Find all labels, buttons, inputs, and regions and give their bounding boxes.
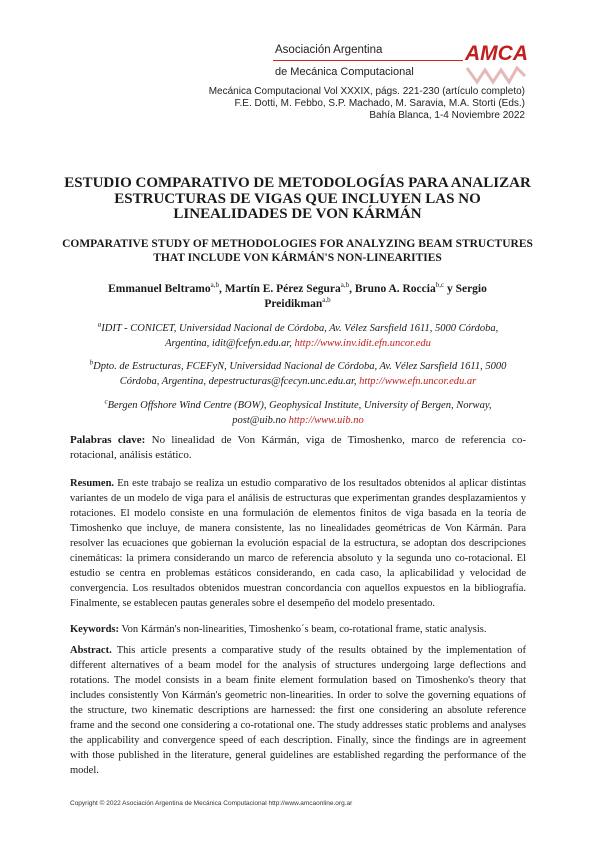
abstract-english (70, 643, 526, 778)
org-name-line1: Asociación Argentina (275, 44, 383, 56)
affiliation-text: Bergen Offshore Wind Centre (BOW), Geophysical Institute, University of Bergen, Norway, post@uib.no (107, 400, 492, 426)
citation-line-1: Mecánica Computacional Vol XXXIX, págs. 221-230 (artículo completo) (208, 86, 525, 97)
abstract-spanish (70, 476, 526, 611)
keywords-text: No linealidad de Von Kármán, viga de Timoshenko, marco de referencia co-rotacional, análisis estático. (70, 434, 526, 461)
affiliation-text: IDIT - CONICET, Universidad Nacional de Córdoba, Av. Vélez Sarsfield 1611, 5000 Córdoba, Argentina, idit@fcefyn.edu.ar, (101, 323, 499, 349)
affiliation-mark: a (97, 320, 102, 329)
author-name: Emmanuel Beltramo (108, 283, 211, 295)
keywords-english (70, 622, 526, 637)
affiliation-text: Dpto. de Estructuras, FCEFyN, Universidad Nacional de Córdoba, Av. Vélez Sarsfield 1611, 5000 Córdoba, Argentina, depestructuras@fcecyn.unc.edu.ar, (93, 361, 507, 387)
affiliation-c (78, 399, 518, 428)
author-list (90, 282, 505, 312)
keywords-label: Palabras clave: (70, 434, 146, 446)
author-name: Sergio Preidikman (264, 283, 487, 310)
header-rule (273, 60, 463, 61)
affiliation-b (78, 360, 518, 389)
keywords-text: Von Kármán's non-linearities, Timoshenko´s beam, co-rotational frame, static analysis. (121, 624, 487, 635)
citation-line-3: Bahía Blanca, 1-4 Noviembre 2022 (369, 110, 525, 121)
affiliation-link[interactable]: http://www.inv.idit.efn.uncor.edu (294, 337, 431, 349)
affiliation-mark: c (104, 397, 108, 406)
abstract-text: This article presents a comparative study of the results obtained by the implementation of different alternatives of a beam model for the analysis of structures undergoing large deflections and rotations. The model consists in a beam finite element formulation based on Timoshenko's theory that includes consistently Von Kármán's geometric non-linearities. In order to solve the governing equations of the structure, two kinematic descriptions are harnessed: the first one considering an absolute reference frame and the second one considering a co-rotational one. The study addresses static problems and analyses the applicability and convergence speed of each description. Finally, since the findings are in agreement with those published in the literature, general guidelines are established regarding the performance of the model. (70, 645, 526, 776)
abstract-label: Abstract. (70, 645, 112, 656)
citation-line-2: F.E. Dotti, M. Febbo, S.P. Machado, M. Saravia, M.A. Storti (Eds.) (234, 98, 525, 109)
author-name: Martín E. Pérez Segura (224, 283, 341, 295)
abstract-text: En este trabajo se realiza un estudio comparativo de los resultados obtenidos al aplicar distintas variantes de un modelo de viga para el análisis de estructuras que experimentan grandes desplazamientos y rotaciones. El modelo consiste en una formulación de elementos finitos de viga basada en la teoría de Timoshenko que incluye, de manera consistente, las no linealidades geométricas de Von Kármán. Para resolver las ecuaciones que gobiernan la evolución espacial de la estructura, se adoptan dos descripciones cinemáticas: la primera considerando un marco de referencia absoluto y la segunda uno co-rotacional. El estudio se centra en problemas estáticos considerando, en cada caso, la aplicabilidad y velocidad de convergencia. Los resultados obtenidos muestran concordancia con aquellos expuestos en la bibliografía. Finalmente, se establecen pautas generales sobre el desempeño del modelo presentado. (70, 478, 527, 609)
abstract-label: Resumen. (70, 478, 115, 489)
paper-title-english: COMPARATIVE STUDY OF METHODOLOGIES FOR ANALYZING BEAM STRUCTURES THAT INCLUDE VON KÁRMÁN'S NON-LINEARITIES (62, 238, 533, 264)
keywords-label: Keywords: (70, 624, 119, 635)
amca-logo (463, 40, 533, 86)
keywords-spanish (70, 433, 526, 463)
org-name-line2: de Mecánica Computacional (275, 66, 414, 78)
affiliation-a (78, 322, 518, 351)
author-separator: y (444, 283, 456, 295)
author-separator: , (349, 283, 355, 295)
affiliation-link[interactable]: http://www.efn.uncor.edu.ar (359, 375, 477, 387)
author-affiliation-mark: b,c (435, 281, 445, 290)
logo-text: AMCA (465, 42, 528, 65)
author-affiliation-mark: a,b (322, 296, 331, 305)
affiliation-mark: b (89, 358, 94, 367)
logo-wave (467, 68, 525, 82)
affiliation-link[interactable]: http://www.uib.no (288, 414, 364, 426)
author-name: Bruno A. Roccia (354, 283, 436, 295)
author-affiliation-mark: a,b (210, 281, 219, 290)
copyright-footer: Copyright © 2022 Asociación Argentina de Mecánica Computacional http://www.amcaonline.org.ar (70, 800, 353, 807)
author-affiliation-mark: a,b (340, 281, 350, 290)
author-separator: , (218, 283, 225, 295)
paper-title-spanish: ESTUDIO COMPARATIVO DE METODOLOGÍAS PARA ANALIZAR ESTRUCTURAS DE VIGAS QUE INCLUYEN LAS NO LINEALIDADES DE VON KÁRMÁN (64, 175, 531, 222)
